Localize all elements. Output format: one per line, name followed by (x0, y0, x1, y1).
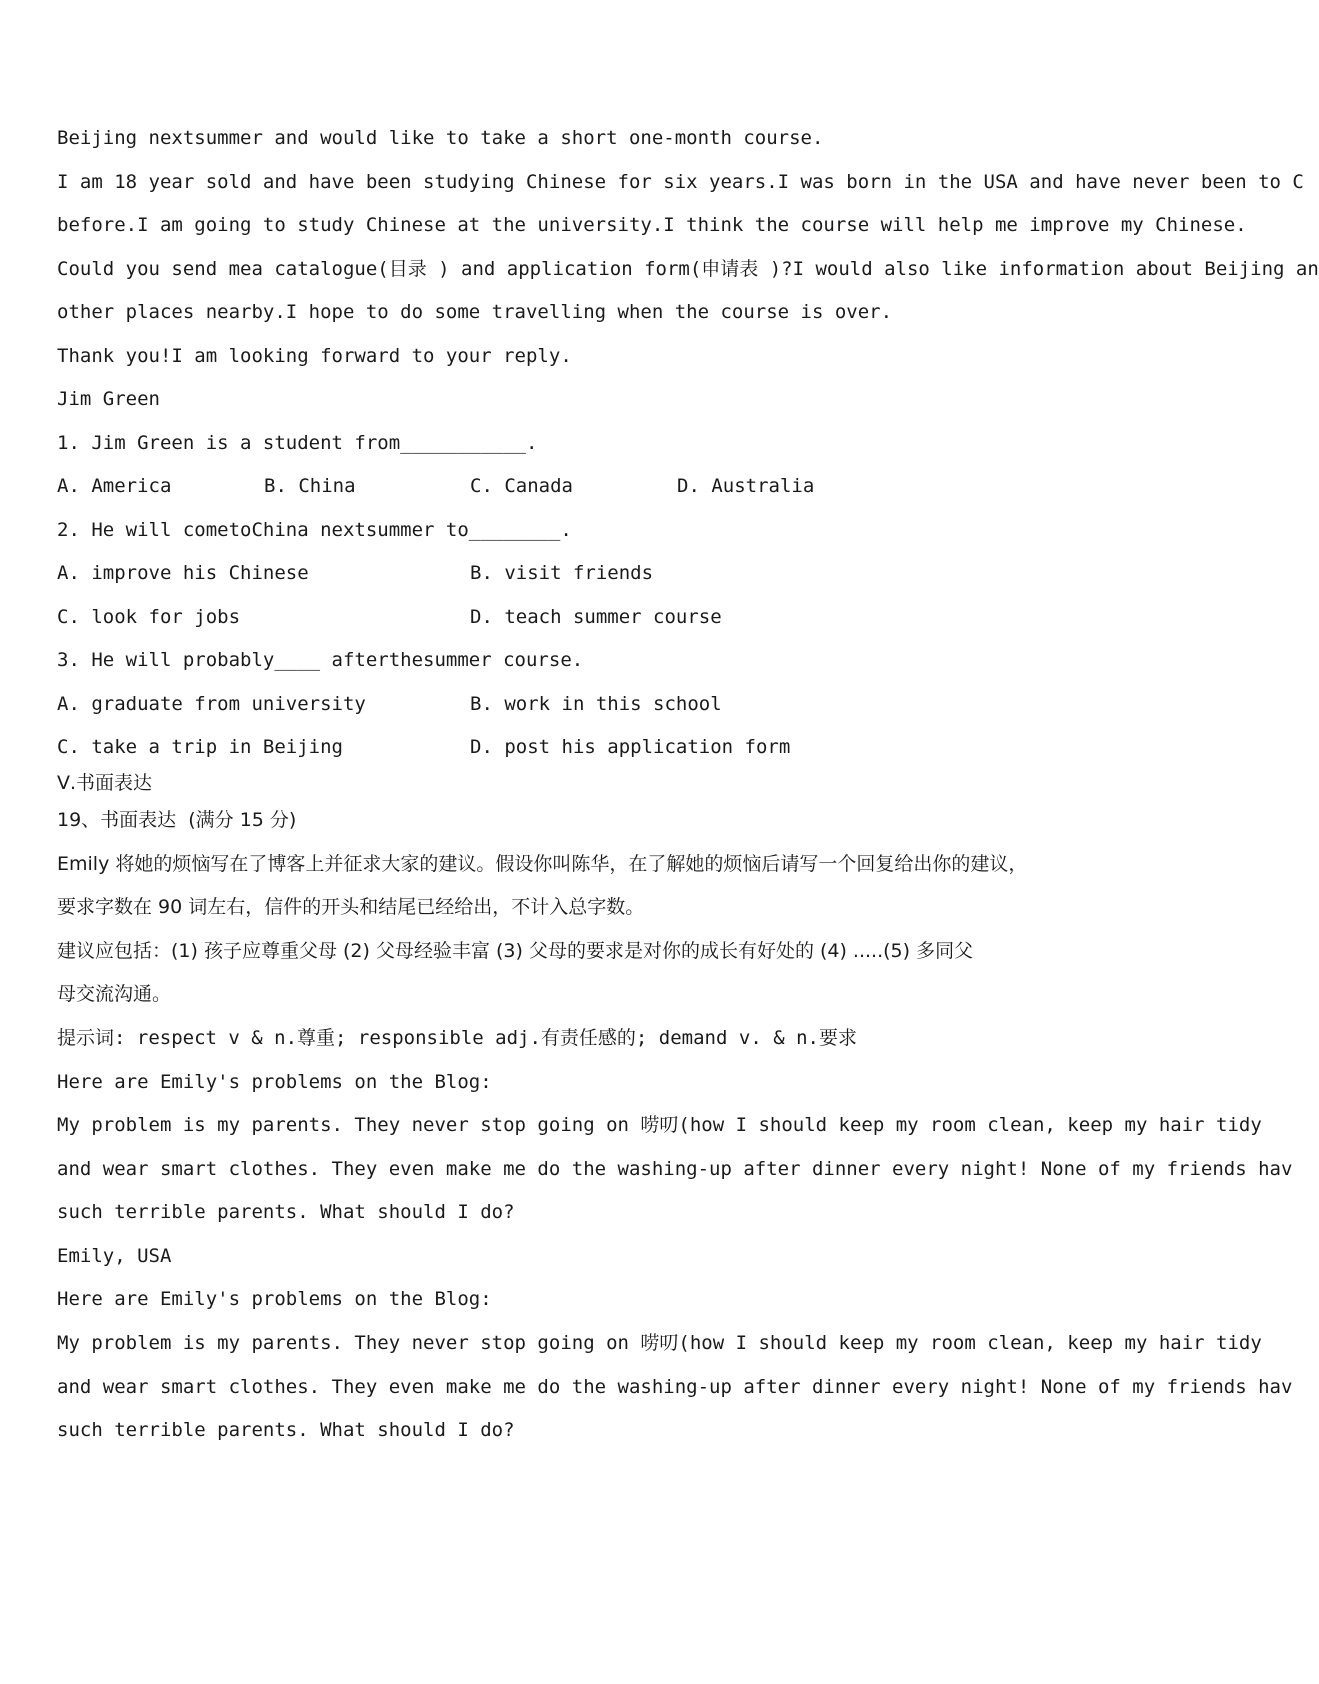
option-b: B. China (264, 475, 356, 497)
question-stem: 2. He will cometoChina nextsummer to________. (57, 519, 572, 541)
option-d: D. post his application form (470, 736, 791, 758)
blog-line: such terrible parents. What should I do? (57, 1201, 515, 1223)
passage-line: other places nearby.I hope to do some travelling when the course is over. (57, 301, 893, 323)
hint-words: 提示词: respect v & n.尊重; responsible adj.有责任感的; demand v. & n.要求 (57, 1027, 857, 1049)
passage-line: before.I am going to study Chinese at the university.I think the course will help me improve my Chinese. (57, 214, 1247, 236)
option-c: C. take a trip in Beijing (57, 736, 343, 758)
blog-line: My problem is my parents. They never stop going on 唠叨(how I should keep my room clean, keep my hair tidy (57, 1332, 1262, 1354)
instruction-line: 建议应包括：(1) 孩子应尊重父母 (2) 父母经验丰富 (3) 父母的要求是对你的成长有好处的 (4) .....(5) 多同父 (57, 940, 974, 962)
option-d: D. teach summer course (470, 606, 722, 628)
option-c: C. Canada (470, 475, 573, 497)
blog-line: such terrible parents. What should I do? (57, 1419, 515, 1441)
option-d: D. Australia (677, 475, 815, 497)
instruction-line: 要求字数在 90 词左右，信件的开头和结尾已经给出，不计入总字数。 (57, 896, 645, 918)
option-a: A. America (57, 475, 172, 497)
blog-intro: Here are Emily's problems on the Blog: (57, 1071, 492, 1093)
question-stem: 1. Jim Green is a student from___________. (57, 432, 538, 454)
blog-line: My problem is my parents. They never stop going on 唠叨(how I should keep my room clean, keep my hair tidy (57, 1114, 1262, 1136)
instruction-line: Emily 将她的烦恼写在了博客上并征求大家的建议。假设你叫陈华，在了解她的烦恼后请写一个回复给出你的建议， (57, 853, 1028, 875)
task-title: 19、书面表达 (满分 15 分) (57, 809, 297, 831)
blog-line: and wear smart clothes. They even make me do the washing-up after dinner every night! None of my friends hav (57, 1158, 1293, 1180)
option-a: A. graduate from university (57, 693, 366, 715)
option-c: C. look for jobs (57, 606, 241, 628)
option-a: A. improve his Chinese (57, 562, 309, 584)
question-stem: 3. He will probably____ afterthesummer course. (57, 649, 584, 671)
option-b: B. visit friends (470, 562, 654, 584)
section-heading: Ⅴ.书面表达 (57, 772, 153, 794)
blog-line: and wear smart clothes. They even make me do the washing-up after dinner every night! None of my friends hav (57, 1376, 1293, 1398)
signature-line: Jim Green (57, 388, 160, 410)
blog-intro: Here are Emily's problems on the Blog: (57, 1288, 492, 1310)
passage-line: Thank you!I am looking forward to your reply. (57, 345, 572, 367)
option-b: B. work in this school (470, 693, 722, 715)
passage-line: I am 18 year sold and have been studying Chinese for six years.I was born in the USA and have never been to C (57, 171, 1304, 193)
passage-line: Could you send mea catalogue(目录 ) and application form(申请表 )?I would also like information about Beijing an (57, 258, 1319, 280)
blog-signature: Emily, USA (57, 1245, 172, 1267)
instruction-line: 母交流沟通。 (57, 983, 172, 1005)
passage-line: Beijing nextsummer and would like to take a short one-month course. (57, 127, 824, 149)
